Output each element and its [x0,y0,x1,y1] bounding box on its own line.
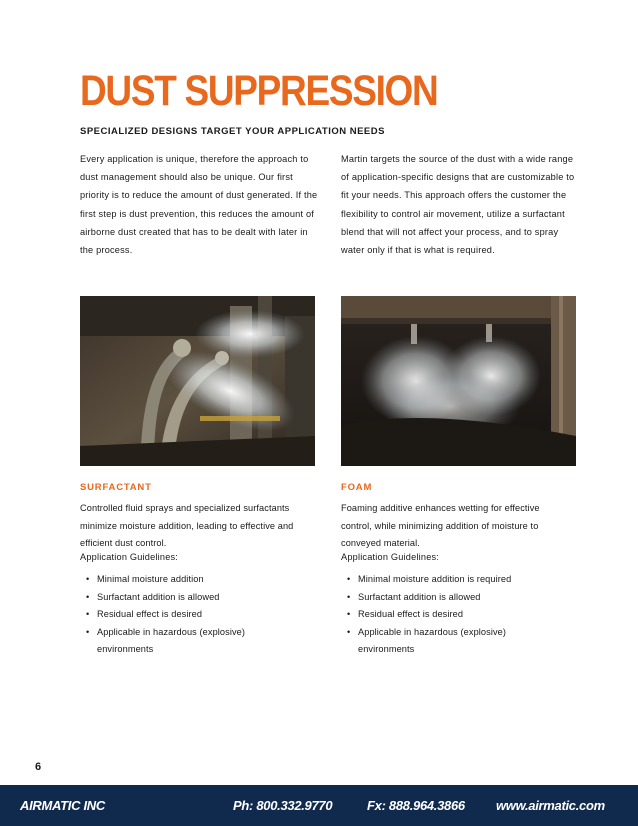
list-item [341,589,571,607]
surfactant-description: Controlled fluid sprays and specialized surfactants minimize moisture addition, leading to effective and efficient dust control. [80,503,294,548]
bullet-glyph: • [86,626,90,637]
footer-bar [0,785,638,826]
list-item-text: Surfactant addition is allowed [358,591,481,602]
footer-website: www.airmatic.com [496,798,605,813]
bullet-glyph: • [347,626,351,637]
foam-spray-photo [341,296,576,466]
footer-company: AIRMATIC INC [20,798,105,813]
bullet-glyph: • [347,609,351,619]
page-title: DUST SUPPRESSION [80,67,438,115]
foam-guidelines-label: Application Guidelines: [341,552,440,562]
list-item [341,571,571,589]
surfactant-heading: SURFACTANT [80,482,152,493]
list-item-text: Surfactant addition is allowed [97,591,220,602]
list-item-text: Applicable in hazardous (explosive) environments [358,626,507,654]
bullet-glyph: • [86,609,90,619]
list-item [80,571,310,589]
page-subtitle: SPECIALIZED DESIGNS TARGET YOUR APPLICATION NEEDS [80,126,385,137]
list-item [80,606,310,624]
page-number: 6 [35,761,42,773]
footer-fax: Fx: 888.964.3866 [367,798,465,813]
list-item-text: Minimal moisture addition is required [358,574,512,584]
list-item-text: Applicable in hazardous (explosive) environments [97,626,246,654]
list-item-text: Residual effect is desired [358,609,464,619]
intro-left-paragraph: Every application is unique, therefore the approach to dust management should also be unique. Our first priority is to reduce the amount of dust generated. If the first step is dust prevention, this reduces the amount of airborne dust created that has to be dealt with later in the process. [80,154,318,256]
surfactant-guidelines-label: Application Guidelines: [80,552,179,562]
surfactant-spray-photo [80,296,315,466]
list-item [341,606,571,624]
foam-description: Foaming additive enhances wetting for effective control, while minimizing addition of moisture to conveyed material. [341,503,540,548]
bullet-glyph: • [86,574,90,584]
bullet-glyph: • [347,574,351,584]
list-item [80,589,310,607]
intro-right-paragraph: Martin targets the source of the dust with a wide range of application-specific designs that are customizable to fit your needs. This approach offers the customer the flexibility to control air movement, utilize a surfactant blend that will not affect your process, and to spray water only if that is what is required. [341,154,575,256]
list-item [80,624,267,659]
list-item [341,624,528,659]
list-item-text: Residual effect is desired [97,609,203,619]
bullet-glyph: • [347,591,351,602]
foam-heading: FOAM [341,482,373,493]
footer-phone: Ph: 800.332.9770 [233,798,333,813]
foam-guidelines-list [341,571,571,659]
bullet-glyph: • [86,591,90,602]
surfactant-guidelines-list [80,571,310,659]
list-item-text: Minimal moisture addition [97,574,204,584]
